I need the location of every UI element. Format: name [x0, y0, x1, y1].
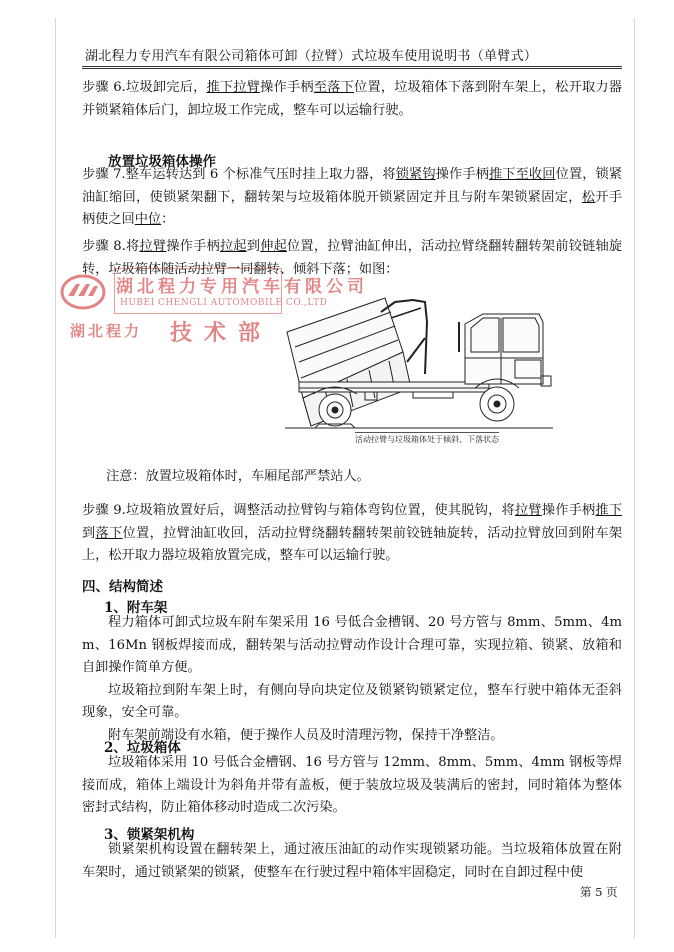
- step-label: 步骤 8.: [82, 239, 126, 254]
- figure-caption: 活动拉臂与垃圾箱体处于倾斜、下落状态: [355, 432, 499, 445]
- company-logo-icon: [60, 274, 106, 310]
- header-rule-double: [82, 68, 622, 69]
- safety-note: 注意：放置垃圾箱体时，车厢尾部严禁站人。: [106, 469, 370, 484]
- watermark-department: 技术部: [170, 320, 273, 346]
- page-number: 第 5 页: [580, 885, 618, 899]
- page-header: 湖北程力专用汽车有限公司箱体可卸（拉臂）式垃圾车使用说明书（单臂式）: [85, 49, 538, 64]
- subsection-3-title: 3、锁紧架机构: [104, 827, 195, 843]
- truck-tipping-figure: [285, 292, 555, 450]
- step-label: 步骤 6.: [82, 80, 126, 95]
- subsection-2-title: 2、垃圾箱体: [104, 740, 181, 756]
- step-8-paragraph: 步骤 8.将拉臂操作手柄拉起到伸起位置，拉臂油缸伸出，活动拉臂绕翻转翻转架前铰链轴旋转，垃圾箱体随活动拉臂一同翻转、倾斜下落；如图：: [82, 239, 623, 277]
- subsection-3-body: [82, 839, 622, 884]
- watermark-brand: 湖北程力: [70, 322, 143, 340]
- section-4-title: 四、结构简述: [82, 579, 163, 595]
- watermark-english: HUBEI CHENGLI AUTOMOBILE CO.,LTD: [120, 298, 328, 308]
- subsection-1-body: [82, 612, 622, 747]
- subsection-1-p3: 附车架前端设有水箱，便于操作人员及时清理污物，保持干净整洁。: [108, 727, 504, 743]
- subsection-1-p1: 程力箱体可卸式垃圾车附车架采用 16 号低合金槽钢、20 号方管与 8mm、5mm、4mm、16Mn 钢板焊接而成，翻转架与活动拉臂动作设计合理可靠，实现拉箱、锁紧、放箱和自卸操作简单方便。: [82, 615, 622, 675]
- place-box-heading: 放置垃圾箱体操作: [108, 154, 216, 170]
- subsection-1-title: 1、附车架: [104, 600, 168, 616]
- step-9-paragraph: 步骤 9.垃圾箱放置好后，调整活动拉臂钩与箱体弯钩位置，使其脱钩，将拉臂操作手柄推下到落下位置，拉臂油缸收回，活动拉臂绕翻转翻转架前铰链轴旋转，活动拉臂放回到附车架上，松开取力器垃圾箱放置完成，整车可以运输行驶。: [82, 503, 623, 563]
- step-label: 步骤 7.: [82, 167, 126, 182]
- header-rule: [82, 66, 622, 67]
- step-7-paragraph: 步骤 7.整车运转达到 6 个标准气压时挂上取力器，将锁紧钩操作手柄推下至收回位置，锁紧油缸缩回，使锁紧架翻下，翻转架与垃圾箱体脱开锁紧固定并且与附车架锁紧固定，松开手柄使之回中位：: [82, 167, 623, 227]
- watermark-company: 湖北程力专用汽车有限公司: [116, 277, 368, 297]
- company-watermark: [60, 268, 368, 354]
- subsection-2-body: [82, 752, 622, 820]
- subsection-2-p1: 垃圾箱体采用 10 号低合金槽钢、16 号方管与 12mm、8mm、5mm、4mm 钢板等焊接而成，箱体上端设计为斜角并带有盖板，便于装放垃圾及装满后的密封，同时箱体为整体密封式结构，防止箱体移动时造成二次污染。: [82, 755, 622, 815]
- subsection-1-p2: 垃圾箱拉到附车架上时，有侧向导向块定位及锁紧钩锁紧定位，整车行驶中箱体无歪斜现象，安全可靠。: [82, 682, 622, 720]
- truck-cab: [459, 314, 551, 386]
- subsection-3-p1: 锁紧架机构设置在翻转架上，通过液压油缸的动作实现锁紧功能。当垃圾箱体放置在附车架时，通过锁紧架的锁紧，使整车在行驶过程中箱体牢固稳定，同时在自卸过程中使: [82, 842, 622, 880]
- step-label: 步骤 9.: [82, 503, 126, 518]
- step-6-paragraph: 步骤 6.垃圾卸完后，推下拉臂操作手柄至落下位置，垃圾箱体下落到附车架上，松开取力器并锁紧箱体后门，卸垃圾工作完成，整车可以运输行驶。: [82, 80, 623, 118]
